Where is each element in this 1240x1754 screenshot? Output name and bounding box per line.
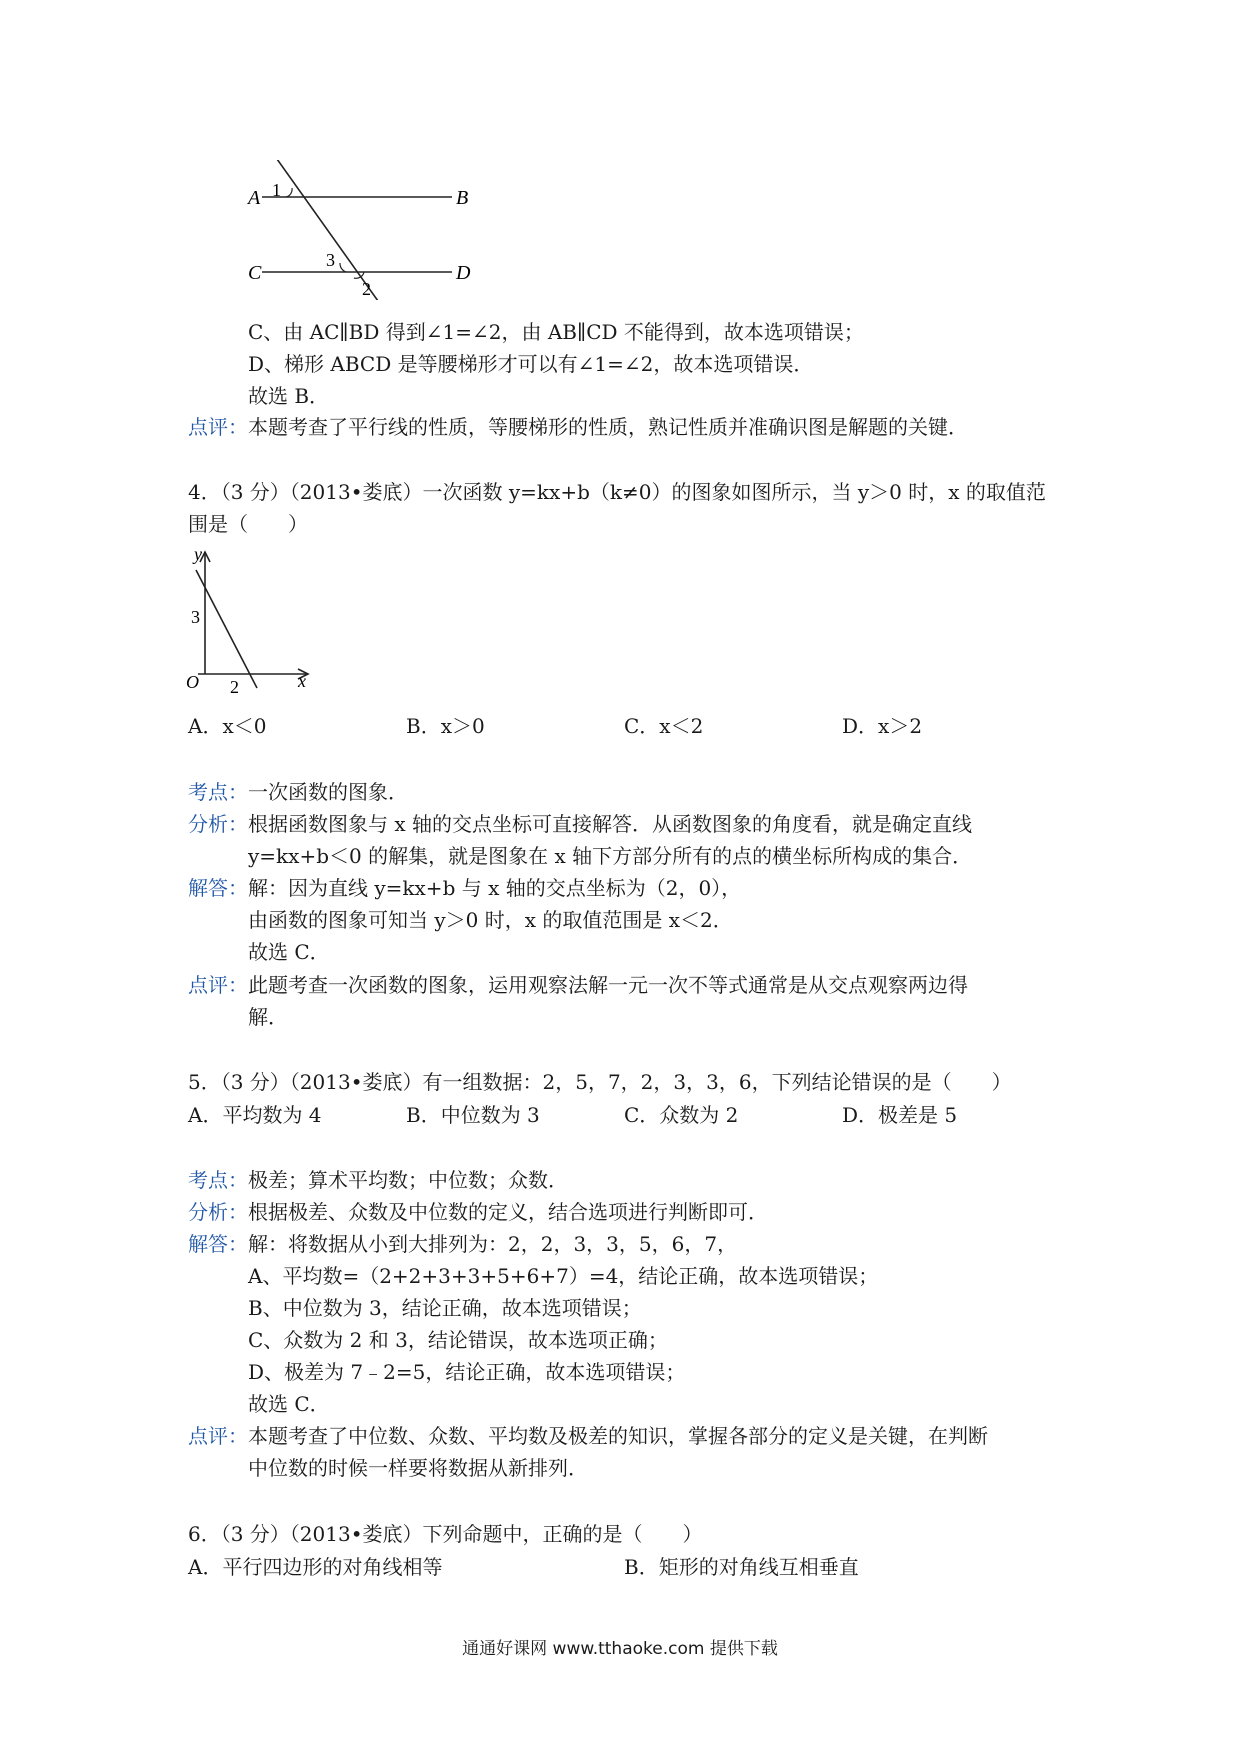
parallel-lines-figure: [240, 160, 480, 300]
key-point-tag: 考点：: [188, 1168, 248, 1192]
linear-function-graph: [186, 546, 326, 696]
q3-option-d-analysis: D、梯形 ABCD 是等腰梯形才可以有∠1=∠2，故本选项错误．: [248, 352, 814, 376]
review-text: 本题考查了平行线的性质，等腰梯形的性质，熟记性质并准确识图是解题的关键．: [248, 415, 968, 439]
q4-answer-line1: [188, 874, 741, 902]
answer-tag: 解答：: [188, 1232, 248, 1256]
q4-option-a: A．x＜0: [188, 714, 267, 738]
angle-2-label: 2: [362, 279, 371, 299]
q4-key-point: [188, 778, 408, 806]
x-intercept-label: 2: [230, 677, 239, 696]
review-tag: 点评：: [188, 1424, 248, 1448]
q4-answer-line2: 由函数的图象可知当 y＞0 时，x 的取值范围是 x＜2．: [248, 908, 733, 932]
q5-answer-line1: [188, 1230, 737, 1258]
q5-review-line1: [188, 1422, 988, 1450]
q3-choice: 故选 B．: [248, 384, 330, 408]
review-text: 此题考查一次函数的图象，运用观察法解一元一次不等式通常是从交点观察两边得: [248, 973, 968, 997]
y-intercept-label: 3: [191, 607, 200, 627]
q4-stem-line1: 4．（3 分）（2013•娄底）一次函数 y=kx+b（k≠0）的图象如图所示，当 y＞0 时，x 的取值范: [188, 480, 1046, 504]
analysis-tag: 分析：: [188, 812, 248, 836]
q5-answer-line3: B、中位数为 3，结论正确，故本选项错误；: [248, 1296, 642, 1320]
angle-1-label: 1: [272, 180, 281, 200]
key-point-text: 一次函数的图象．: [248, 780, 408, 804]
q4-answer-line3: 故选 C．: [248, 940, 330, 964]
angle-3-arc: [340, 263, 346, 272]
q4-stem-line2: 围是（ ）: [188, 512, 308, 536]
q5-review-line2: 中位数的时候一样要将数据从新排列．: [248, 1456, 588, 1480]
q6-option-b: B．矩形的对角线互相垂直: [624, 1555, 859, 1579]
q4-analysis-line2: y=kx+b＜0 的解集，就是图象在 x 轴下方部分所有的点的横坐标所构成的集合．: [248, 844, 973, 868]
q4-option-c: C．x＜2: [624, 714, 704, 738]
q5-answer-line2: A、平均数=（2+2+3+3+5+6+7）=4，结论正确，故本选项错误；: [248, 1264, 879, 1288]
q3-option-c-analysis: C、由 AC∥BD 得到∠1=∠2，由 AB∥CD 不能得到，故本选项错误；: [248, 320, 864, 344]
label-d: D: [456, 262, 471, 284]
q5-stem: 5．（3 分）（2013•娄底）有一组数据：2，5，7，2，3，3，6，下列结论错误的是（ ）: [188, 1070, 1012, 1094]
label-a: A: [248, 187, 261, 209]
q3-review: [188, 413, 968, 441]
angle-3-label: 3: [326, 250, 335, 270]
review-tag: 点评：: [188, 415, 248, 439]
review-tag: 点评：: [188, 973, 248, 997]
q5-answer-line6: 故选 C．: [248, 1392, 330, 1416]
answer-text: 解：因为直线 y=kx+b 与 x 轴的交点坐标为（2，0），: [248, 876, 742, 900]
q5-option-d: D．极差是 5: [842, 1103, 958, 1127]
q5-key-point: [188, 1166, 568, 1194]
review-text: 本题考查了中位数、众数、平均数及极差的知识，掌握各部分的定义是关键，在判断: [248, 1424, 988, 1448]
analysis-text: 根据极差、众数及中位数的定义，结合选项进行判断即可．: [248, 1200, 768, 1224]
q4-option-b: B．x＞0: [406, 714, 485, 738]
origin-label: O: [186, 672, 199, 692]
analysis-text: 根据函数图象与 x 轴的交点坐标可直接解答．从函数图象的角度看，就是确定直线: [248, 812, 972, 836]
q5-answer-line4: C、众数为 2 和 3，结论错误，故本选项正确；: [248, 1328, 668, 1352]
key-point-tag: 考点：: [188, 780, 248, 804]
label-b: B: [456, 187, 469, 209]
q5-analysis: [188, 1198, 768, 1226]
analysis-tag: 分析：: [188, 1200, 248, 1224]
q5-option-b: B．中位数为 3: [406, 1103, 540, 1127]
x-axis-label: x: [298, 671, 306, 691]
q5-option-c: C．众数为 2: [624, 1103, 739, 1127]
q4-analysis-line1: [188, 810, 972, 838]
q6-stem: 6．（3 分）（2013•娄底）下列命题中，正确的是（ ）: [188, 1522, 703, 1546]
answer-text: 解：将数据从小到大排列为：2，2，3，3，5，6，7，: [248, 1232, 738, 1256]
page-footer: 通通好课网 www.tthaoke.com 提供下载: [462, 1639, 778, 1659]
q4-review-line1: [188, 971, 968, 999]
q6-option-a: A．平行四边形的对角线相等: [188, 1555, 443, 1579]
y-axis-label: y: [194, 546, 202, 564]
q5-answer-line5: D、极差为 7﹣2=5，结论正确，故本选项错误；: [248, 1360, 686, 1384]
q5-option-a: A．平均数为 4: [188, 1103, 322, 1127]
answer-tag: 解答：: [188, 876, 248, 900]
q4-option-d: D．x＞2: [842, 714, 923, 738]
angle-1-arc: [286, 188, 292, 197]
key-point-text: 极差；算术平均数；中位数；众数．: [248, 1168, 568, 1192]
q4-review-line2: 解．: [248, 1005, 288, 1029]
label-c: C: [248, 262, 262, 284]
